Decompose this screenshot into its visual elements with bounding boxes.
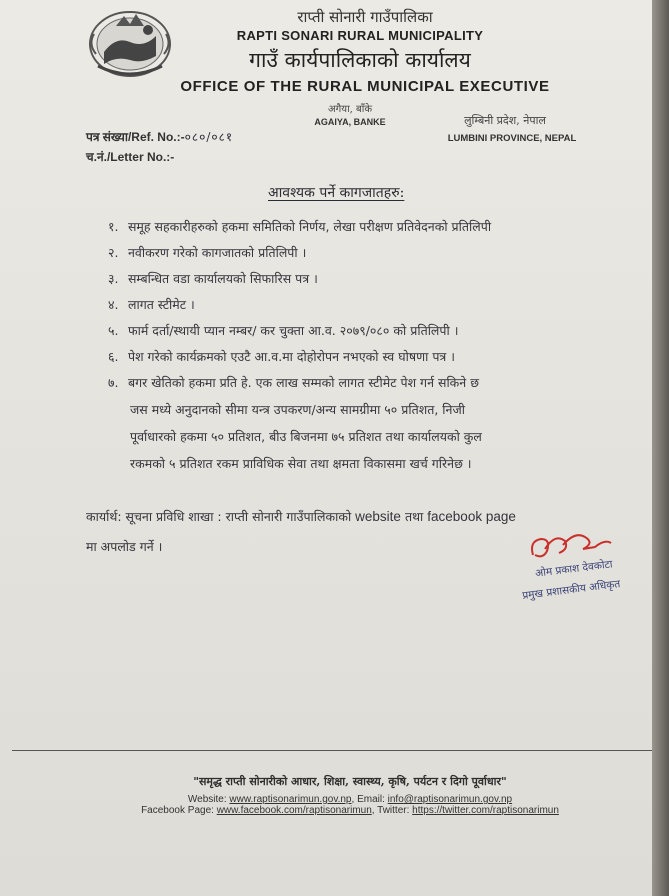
action-text-and: तथा: [404, 509, 424, 524]
letter-number: [86, 148, 174, 165]
action-text-line2: मा अपलोड गर्ने ।: [86, 539, 163, 554]
reference-number: [86, 128, 233, 145]
item-number: ६.: [108, 349, 119, 364]
municipality-name-nepali: राप्ती सोनारी गाउँपालिका: [297, 8, 433, 26]
signatory-title: प्रमुख प्रशासकीय अधिकृत: [521, 578, 621, 602]
list-item: [108, 292, 638, 318]
action-label: कार्यार्थ:: [86, 509, 122, 524]
letter-number-label: च.नं./Letter No.:-: [86, 150, 175, 164]
email-label: Email:: [357, 794, 385, 805]
facebook-link[interactable]: www.facebook.com/raptisonarimun: [216, 805, 372, 816]
location-english: AGAIYA, BANKE: [314, 117, 386, 127]
website-label: Website:: [187, 794, 227, 805]
reference-label: पत्र संख्या/Ref. No.:-: [86, 130, 185, 144]
item-number: १.: [108, 219, 119, 234]
item-text: फार्म दर्ता/स्थायी प्यान नम्बर/ कर चुक्ता आ.व. २०७९/०८० को प्रतिलिपी ।: [127, 323, 459, 338]
item-text: सम्बन्धित वडा कार्यालयको सिफारिस पत्र ।: [127, 271, 318, 286]
signatory-name: ओम प्रकाश देवकोटा: [534, 558, 614, 580]
item-text-line: पूर्वाधारको हकमा ५० प्रतिशत, बीउ बिजनमा ७५ प्रतिशत तथा कार्यालयको कुल: [130, 429, 482, 444]
item-number: ४.: [108, 297, 119, 312]
reference-value: ०८०/०८१: [184, 130, 234, 144]
item-text: नवीकरण गरेको कागजातको प्रतिलिपी ।: [127, 245, 307, 260]
action-facebook: facebook page: [427, 509, 516, 524]
item-number: २.: [108, 245, 119, 260]
item-number: ५.: [108, 323, 119, 338]
item-number: ३.: [108, 271, 119, 286]
website-link[interactable]: www.raptisonarimun.gov.np: [229, 794, 352, 805]
nepal-emblem-logo: [86, 6, 174, 78]
list-item: [108, 344, 638, 370]
item-text: समूह सहकारीहरुको हकमा समितिको निर्णय, लेखा परीक्षण प्रतिवेदनको प्रतिलिपी: [127, 219, 492, 234]
office-name-english: OFFICE OF THE RURAL MUNICIPAL EXECUTIVE: [180, 78, 550, 95]
item-text-line: रकमको ५ प्रतिशत रकम प्राविधिक सेवा तथा क्षमता विकासमा खर्च गरिनेछ ।: [130, 456, 472, 471]
action-website: website: [355, 509, 401, 524]
document-title: आवश्यक पर्ने कागजातहरु:: [268, 185, 405, 201]
list-item: [108, 214, 638, 240]
twitter-label: Twitter:: [377, 805, 410, 816]
municipality-name-english: RAPTI SONARI RURAL MUNICIPALITY: [236, 28, 484, 43]
footer-contact-line2: Facebook Page: www.facebook.com/raptisonarimun, Twitter: https://twitter.com/raptisonarimun: [141, 805, 559, 816]
footer-motto: "समृद्ध राप्ती सोनारीको आधार, शिक्षा, स्वास्थ्य, कृषि, पर्यटन र दिगो पूर्वाधार": [193, 775, 507, 788]
signature-block: [520, 527, 650, 607]
twitter-link[interactable]: https://twitter.com/raptisonarimun: [412, 805, 559, 816]
footer-divider: [12, 750, 652, 751]
item-text: पेश गरेको कार्यक्रमको एउटै आ.व.मा दोहोरोपन नभएको स्व घोषणा पत्र ।: [127, 349, 456, 364]
list-item: [108, 240, 638, 266]
location-nepali: अगैया, बाँके: [328, 104, 372, 115]
facebook-label: Facebook Page:: [141, 805, 214, 816]
footer-contact-line1: Website: www.raptisonarimun.gov.np, Email: info@raptisonarimun.gov.np: [187, 794, 513, 805]
item-text-line: बगर खेतिको हकमा प्रति हे. एक लाख सम्मको लागत स्टीमेट पेश गर्न सकिने छ: [127, 375, 479, 390]
email-link[interactable]: info@raptisonarimun.gov.np: [387, 794, 513, 805]
item-text-line: जस मध्ये अनुदानको सीमा यन्त्र उपकरण/अन्य सामग्रीमा ५० प्रतिशत, निजी: [130, 402, 465, 417]
office-name-nepali: गाउँ कार्यपालिकाको कार्यालय: [249, 48, 471, 72]
list-item: [108, 318, 638, 344]
province-english: LUMBINI PROVINCE, NEPAL: [447, 133, 577, 144]
province-nepali: लुम्बिनी प्रदेश, नेपाल: [464, 114, 546, 127]
list-item: [108, 370, 638, 477]
list-item: [108, 266, 638, 292]
item-text: लागत स्टीमेट ।: [127, 297, 195, 312]
page-edge-shadow: [652, 0, 669, 896]
required-documents-list: [108, 214, 638, 477]
item-number: ७.: [108, 375, 119, 390]
action-text: सूचना प्रविधि शाखा : राप्ती सोनारी गाउँपालिकाको: [125, 509, 352, 524]
